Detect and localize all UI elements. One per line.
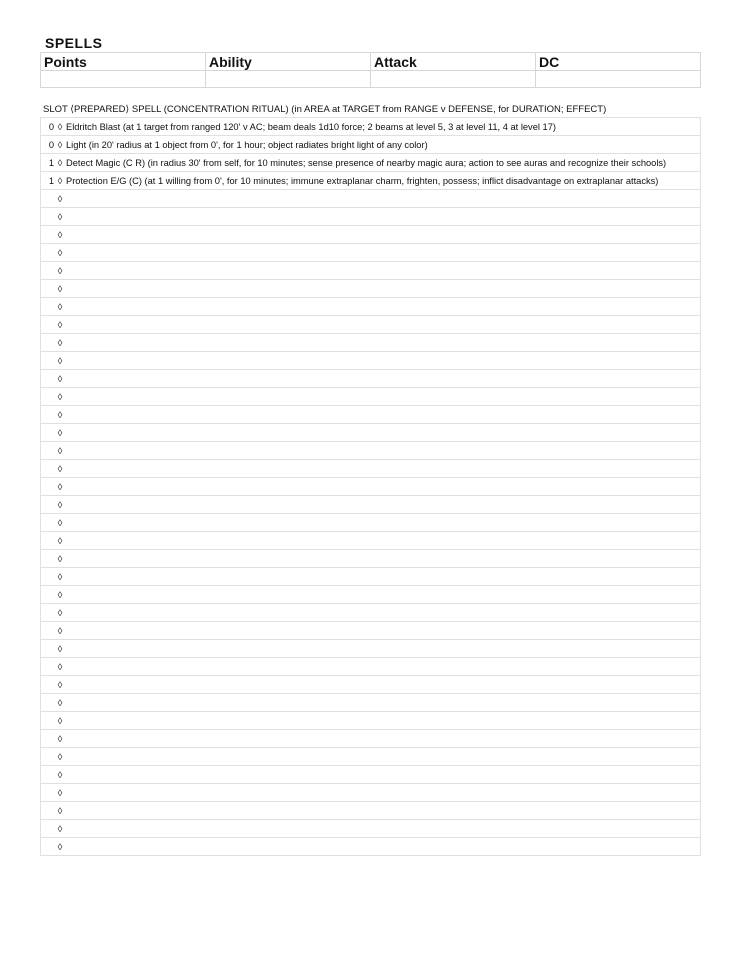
prepared-diamond-icon[interactable]: ◊ [55,244,65,262]
prepared-diamond-icon[interactable]: ◊ [55,406,65,424]
spell-description [65,820,701,838]
spell-description [65,658,701,676]
spell-description [65,586,701,604]
prepared-diamond-icon[interactable]: ◊ [55,424,65,442]
spell-slot: 0 [41,136,56,154]
spell-description: Light (in 20' radius at 1 object from 0', for 1 hour; object radiates bright light of any color) [65,136,701,154]
spell-slot: 1 [41,154,56,172]
prepared-diamond-icon[interactable]: ◊ [55,820,65,838]
page-title: SPELLS [45,35,103,51]
spell-row [41,118,701,136]
spell-description: Detect Magic (C R) (in radius 30' from self, for 10 minutes; sense presence of nearby magic aura; action to see auras and recognize their schools) [65,154,701,172]
spell-row [41,298,701,316]
spell-description: Eldritch Blast (at 1 target from ranged 120' v AC; beam deals 1d10 force; 2 beams at level 5, 3 at level 11, 4 at level 17) [65,118,701,136]
spell-description [65,532,701,550]
spell-row [41,748,701,766]
spell-stats-header-row [41,53,701,71]
dc-header: DC [536,53,701,71]
spell-slot: 1 [41,172,56,190]
spell-row [41,442,701,460]
spell-row [41,496,701,514]
spell-slot [41,586,56,604]
spell-slot [41,352,56,370]
prepared-diamond-icon[interactable]: ◊ [55,586,65,604]
spell-slot [41,406,56,424]
spell-row [41,802,701,820]
prepared-diamond-icon[interactable]: ◊ [55,568,65,586]
points-header: Points [41,53,206,71]
spell-row [41,388,701,406]
spell-slot [41,370,56,388]
spell-slot [41,712,56,730]
spell-row [41,784,701,802]
prepared-diamond-icon[interactable]: ◊ [55,748,65,766]
spell-description [65,388,701,406]
spell-slot [41,226,56,244]
spell-slot [41,838,56,856]
prepared-diamond-icon[interactable]: ◊ [55,514,65,532]
prepared-diamond-icon[interactable]: ◊ [55,190,65,208]
spell-slot [41,748,56,766]
spell-slot [41,568,56,586]
prepared-diamond-icon[interactable]: ◊ [55,658,65,676]
spell-description [65,352,701,370]
prepared-diamond-icon[interactable]: ◊ [55,604,65,622]
spell-slot [41,280,56,298]
spell-slot [41,766,56,784]
spell-row [41,226,701,244]
spell-slot [41,334,56,352]
prepared-diamond-icon[interactable]: ◊ [55,640,65,658]
prepared-diamond-icon[interactable]: ◊ [55,442,65,460]
spell-row [41,280,701,298]
spell-row [41,424,701,442]
spell-slot [41,496,56,514]
spell-row [41,334,701,352]
spell-description [65,226,701,244]
spell-description [65,370,701,388]
prepared-diamond-icon[interactable]: ◊ [55,172,65,190]
dc-value[interactable] [536,71,701,88]
spell-slot [41,676,56,694]
prepared-diamond-icon[interactable]: ◊ [55,208,65,226]
spell-row [41,208,701,226]
prepared-diamond-icon[interactable]: ◊ [55,154,65,172]
prepared-diamond-icon[interactable]: ◊ [55,226,65,244]
spell-row [41,820,701,838]
spell-slot [41,820,56,838]
spell-description [65,316,701,334]
spell-description [65,802,701,820]
spell-slot [41,244,56,262]
spell-row [41,640,701,658]
spell-slot [41,298,56,316]
prepared-diamond-icon[interactable]: ◊ [55,460,65,478]
prepared-diamond-icon[interactable]: ◊ [55,802,65,820]
spell-row [41,190,701,208]
spell-description [65,748,701,766]
spell-stats-table [40,52,701,88]
points-value[interactable] [41,71,206,88]
spell-slot: 0 [41,118,56,136]
spell-slot [41,622,56,640]
spell-row [41,712,701,730]
spell-row [41,316,701,334]
spell-description [65,550,701,568]
prepared-diamond-icon[interactable]: ◊ [55,730,65,748]
spell-row [41,460,701,478]
spell-row [41,622,701,640]
prepared-diamond-icon[interactable]: ◊ [55,838,65,856]
spell-row [41,730,701,748]
prepared-diamond-icon[interactable]: ◊ [55,622,65,640]
spell-description [65,460,701,478]
prepared-diamond-icon[interactable]: ◊ [55,532,65,550]
prepared-diamond-icon[interactable]: ◊ [55,496,65,514]
spell-slot [41,604,56,622]
spell-description [65,262,701,280]
ability-header: Ability [206,53,371,71]
spell-slot [41,550,56,568]
spell-description [65,712,701,730]
spell-description [65,478,701,496]
spell-slot [41,694,56,712]
spell-row [41,352,701,370]
spell-slot [41,262,56,280]
spell-row [41,244,701,262]
spell-row [41,568,701,586]
spell-slot [41,730,56,748]
spell-row [41,766,701,784]
spell-row [41,262,701,280]
spell-row [41,136,701,154]
spell-description [65,280,701,298]
spell-row [41,532,701,550]
spell-slot [41,640,56,658]
spell-description [65,190,701,208]
spell-row [41,514,701,532]
spell-description [65,514,701,532]
prepared-diamond-icon[interactable]: ◊ [55,550,65,568]
spell-list-table [40,117,701,856]
spell-row [41,370,701,388]
spell-description [65,676,701,694]
spell-row [41,550,701,568]
prepared-diamond-icon[interactable]: ◊ [55,136,65,154]
spell-row [41,586,701,604]
spell-row [41,838,701,856]
spell-description [65,640,701,658]
prepared-diamond-icon[interactable]: ◊ [55,676,65,694]
spell-description [65,766,701,784]
spell-description [65,568,701,586]
prepared-diamond-icon[interactable]: ◊ [55,370,65,388]
spell-row [41,172,701,190]
spell-description [65,496,701,514]
prepared-diamond-icon[interactable]: ◊ [55,280,65,298]
spell-slot [41,784,56,802]
spell-stats-value-row [41,71,701,88]
spell-description [65,784,701,802]
spell-slot [41,658,56,676]
prepared-diamond-icon[interactable]: ◊ [55,478,65,496]
spell-description [65,334,701,352]
spell-slot [41,208,56,226]
spell-row [41,604,701,622]
spell-description [65,730,701,748]
prepared-diamond-icon[interactable]: ◊ [55,316,65,334]
spell-row [41,658,701,676]
prepared-diamond-icon[interactable]: ◊ [55,334,65,352]
spell-description [65,298,701,316]
spell-slot [41,802,56,820]
spell-slot [41,532,56,550]
spell-slot [41,388,56,406]
spell-slot [41,514,56,532]
prepared-diamond-icon[interactable]: ◊ [55,352,65,370]
spell-slot [41,424,56,442]
spell-slot [41,460,56,478]
spell-description: Protection E/G (C) (at 1 willing from 0', for 10 minutes; immune extraplanar charm, frighten, possess; inflict disadvantage on extraplanar attacks) [65,172,701,190]
prepared-diamond-icon[interactable]: ◊ [55,388,65,406]
spell-row [41,694,701,712]
spell-description [65,838,701,856]
spell-row [41,478,701,496]
spell-description [65,604,701,622]
spell-slot [41,442,56,460]
spell-description [65,694,701,712]
prepared-diamond-icon[interactable]: ◊ [55,766,65,784]
spell-description [65,406,701,424]
prepared-diamond-icon[interactable]: ◊ [55,712,65,730]
prepared-diamond-icon[interactable]: ◊ [55,118,65,136]
prepared-diamond-icon[interactable]: ◊ [55,784,65,802]
ability-value[interactable] [206,71,371,88]
spell-description [65,622,701,640]
prepared-diamond-icon[interactable]: ◊ [55,298,65,316]
spell-description [65,244,701,262]
spell-slot [41,190,56,208]
spell-description [65,208,701,226]
spell-format-legend: SLOT ⟨PREPARED⟩ SPELL (CONCENTRATION RITUAL) (in AREA at TARGET from RANGE v DEFENSE, for DURATION; EFFECT) [43,104,607,115]
spell-description [65,442,701,460]
attack-value[interactable] [371,71,536,88]
spell-row [41,406,701,424]
prepared-diamond-icon[interactable]: ◊ [55,262,65,280]
spell-slot [41,478,56,496]
spell-row [41,154,701,172]
prepared-diamond-icon[interactable]: ◊ [55,694,65,712]
spell-slot [41,316,56,334]
spell-row [41,676,701,694]
attack-header: Attack [371,53,536,71]
spell-description [65,424,701,442]
